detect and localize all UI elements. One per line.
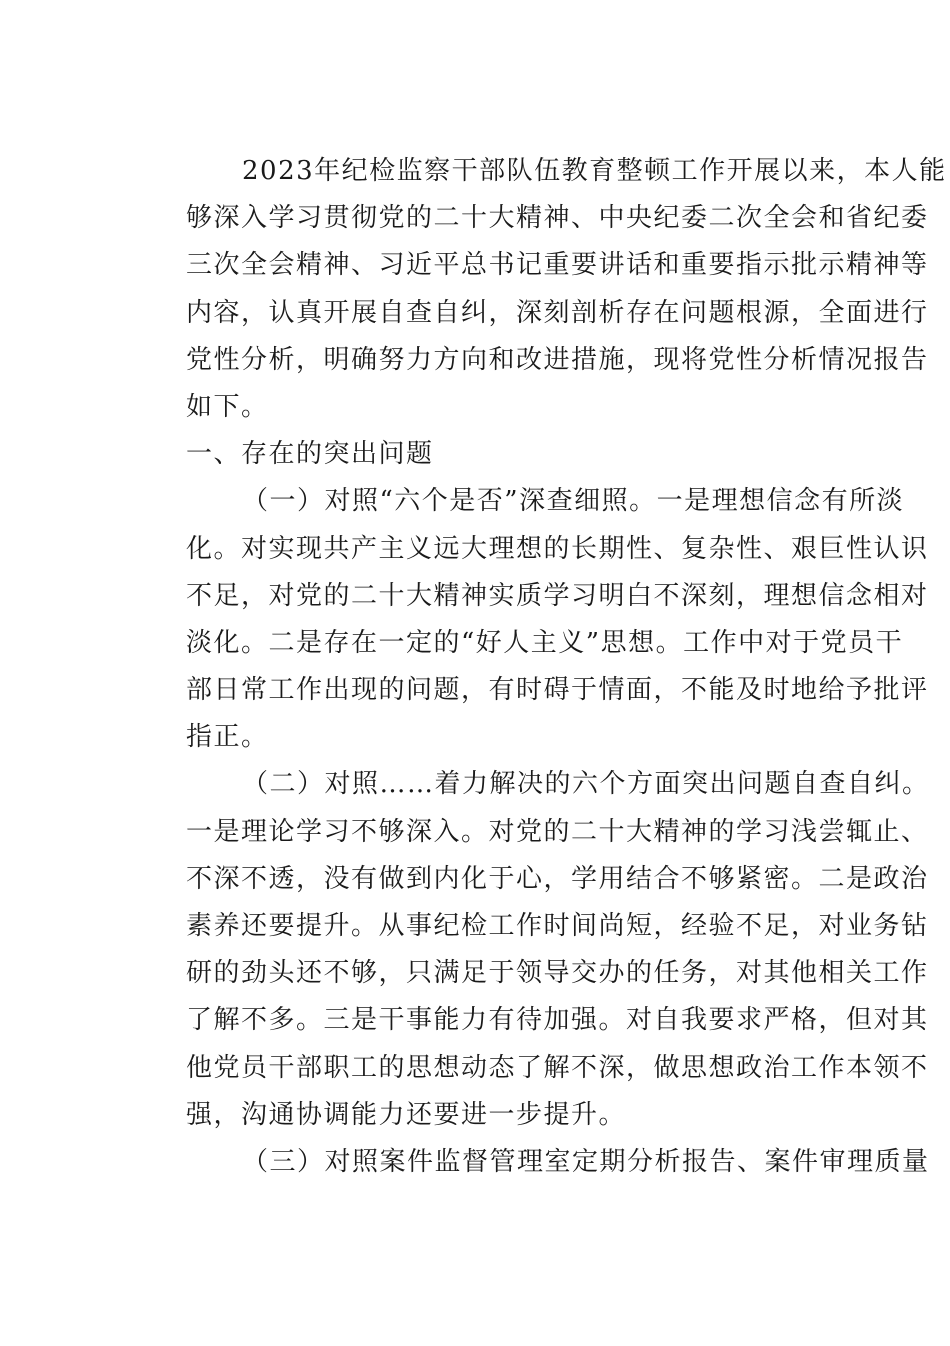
text-line: 强，沟通协调能力还要进一步提升。: [186, 1099, 627, 1130]
text-line: （二）对照……着力解决的六个方面突出问题自查自纠。: [242, 769, 930, 800]
text-line: 不深不透，没有做到内化于心，学用结合不够紧密。二是政治: [186, 863, 929, 894]
text-line: 他党员干部职工的思想动态了解不深，做思想政治工作本领不: [186, 1052, 929, 1083]
sub-section-2-paragraph: [130, 761, 930, 1139]
text-line: 研的劲头还不够，只满足于领导交办的任务，对其他相关工作: [186, 958, 929, 989]
text-line: 不足，对党的二十大精神实质学习明白不深刻，理想信念相对: [186, 580, 929, 611]
text-line: 素养还要提升。从事纪检工作时间尚短，经验不足，对业务钻: [186, 911, 929, 941]
text-line: 指正。: [186, 722, 269, 753]
text-line: （一）对照“六个是否”深查细照。一是理想信念有所淡: [242, 486, 905, 517]
sub-section-3-paragraph: [130, 1139, 930, 1186]
text-line: 内容，认真开展自查自纠，深刻剖析存在问题根源，全面进行: [186, 297, 929, 328]
intro-paragraph: [130, 148, 947, 431]
text-line: （三）对照案件监督管理室定期分析报告、案件审理质量: [242, 1146, 930, 1177]
sub-section-1-paragraph: [130, 478, 929, 761]
text-line: 2023年纪检监察干部队伍教育整顿工作开展以来，本人能: [242, 156, 947, 186]
text-line: 党性分析，明确努力方向和改进措施，现将党性分析情况报告: [186, 344, 929, 375]
text-line: 了解不多。三是干事能力有待加强。对自我要求严格，但对其: [186, 1005, 929, 1036]
text-line: 如下。: [186, 391, 269, 422]
text-line: 三次全会精神、习近平总书记重要讲话和重要指示批示精神等: [186, 250, 929, 281]
text-line: 部日常工作出现的问题，有时碍于情面，不能及时地给予批评: [186, 675, 929, 706]
section-heading: 一、存在的突出问题: [186, 439, 434, 470]
text-line: 淡化。二是存在一定的“好人主义”思想。工作中对于党员干: [186, 627, 904, 658]
text-line: 够深入学习贯彻党的二十大精神、中央纪委二次全会和省纪委: [186, 203, 929, 234]
text-line: 化。对实现共产主义远大理想的长期性、复杂性、艰巨性认识: [186, 533, 929, 564]
document-body: [130, 148, 947, 1186]
text-line: 一是理论学习不够深入。对党的二十大精神的学习浅尝辄止、: [186, 816, 929, 847]
